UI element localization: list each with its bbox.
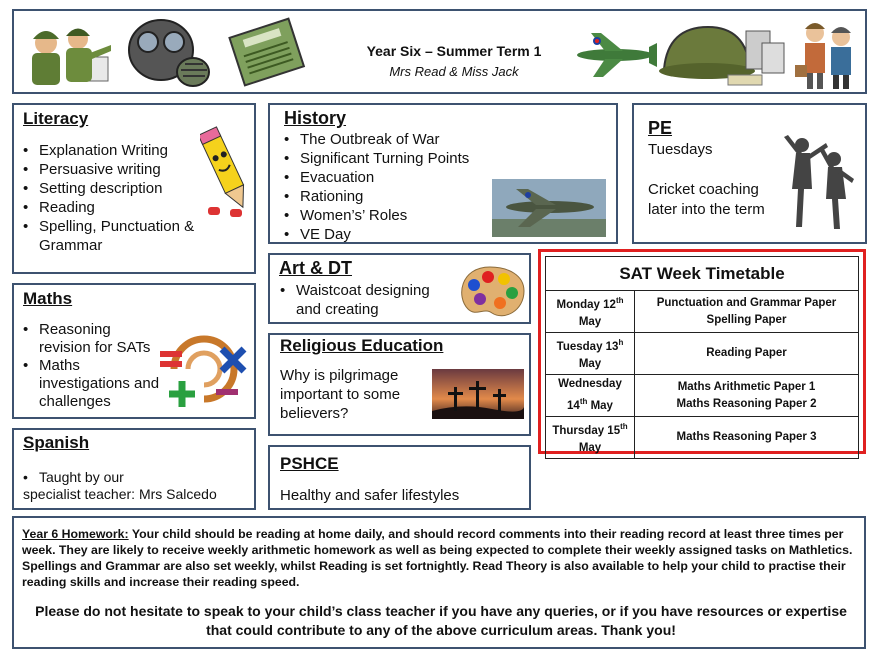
table-cell-day: Wednesday 14th May bbox=[546, 375, 635, 417]
list-item: • Persuasive writing bbox=[23, 160, 213, 179]
pe-day: Tuesdays bbox=[648, 141, 713, 158]
spitfire-plane-icon bbox=[571, 29, 659, 81]
list-item: • Setting description bbox=[23, 179, 213, 198]
soldiers-icon bbox=[16, 15, 116, 90]
list-item: • Women’s’ Roles bbox=[284, 206, 504, 225]
pe-title: PE bbox=[648, 118, 673, 138]
table-row bbox=[546, 375, 859, 417]
sat-timetable bbox=[545, 256, 859, 459]
page-title: Year Six – Summer Term 1 bbox=[366, 43, 542, 59]
fighter-plane-photo bbox=[492, 179, 606, 237]
table-cell-papers: Maths Arithmetic Paper 1 Maths Reasoning Paper 2 bbox=[635, 375, 859, 417]
literacy-panel bbox=[12, 103, 256, 274]
pencil-character-icon bbox=[200, 121, 252, 221]
table-row bbox=[546, 291, 859, 333]
page-subtitle: Mrs Read & Miss Jack bbox=[389, 64, 519, 79]
closing-message: Please do not hesitate to speak to your child’s class teacher if you have any queries, or if you have resources or expertise that could contribute to any of the above curriculum areas. Thank you! bbox=[35, 603, 847, 638]
gas-mask-icon bbox=[121, 14, 215, 92]
list-item: • The Outbreak of War bbox=[284, 130, 504, 149]
table-cell-day: Monday 12th May bbox=[546, 291, 635, 333]
list-item: • VE Day bbox=[284, 225, 504, 244]
table-cell-papers: Reading Paper bbox=[635, 333, 859, 375]
spanish-panel bbox=[12, 428, 256, 510]
homework-text: Year 6 Homework: Your child should be reading at home daily, and should record comments into their reading record at least three times per week. They are likely to receive weekly arithmetic homework as well as being expected to complete their weekly assigned tasks on Mathletics. Spellings and Grammar are also set weekly, whilst Reading is set fortnightly. Read Theory is also available to help your child to practise their reading skills and increase their reading speed. bbox=[22, 527, 853, 589]
maths-title: Maths bbox=[23, 289, 73, 308]
pshce-panel bbox=[268, 445, 531, 510]
table-cell-papers: Maths Reasoning Paper 3 bbox=[635, 417, 859, 459]
ration-book-icon bbox=[222, 15, 312, 91]
list-item: • Reasoning revision for SATs bbox=[23, 321, 163, 357]
children-silhouette-icon bbox=[780, 129, 860, 233]
pe-note: Cricket coaching later into the term bbox=[648, 181, 765, 218]
list-item: • Reading bbox=[23, 198, 213, 217]
list-item: • Evacuation bbox=[284, 168, 504, 187]
art-dt-title: Art & DT bbox=[279, 258, 352, 278]
re-title: Religious Education bbox=[280, 336, 444, 355]
list-item: • Waistcoat designing and creating bbox=[280, 281, 455, 319]
paint-palette-icon bbox=[454, 263, 526, 319]
list-item: • Significant Turning Points bbox=[284, 149, 504, 168]
maths-symbols-icon bbox=[156, 325, 252, 411]
spanish-line2: specialist teacher: Mrs Salcedo bbox=[23, 486, 217, 502]
list-item: • Spelling, Punctuation & Grammar bbox=[23, 217, 213, 255]
history-title: History bbox=[284, 108, 347, 128]
table-cell-day: Thursday 15th May bbox=[546, 417, 635, 459]
religious-education-panel bbox=[268, 333, 531, 436]
table-cell-day: Tuesday 13$^h$ May bbox=[546, 333, 635, 375]
table-row bbox=[546, 417, 859, 459]
history-panel bbox=[268, 103, 618, 244]
header-banner bbox=[12, 9, 867, 94]
list-item: • Rationing bbox=[284, 187, 504, 206]
evacuees-icon bbox=[793, 15, 863, 93]
table-row bbox=[546, 333, 859, 375]
homework-panel bbox=[12, 516, 866, 649]
crosses-sunset-photo bbox=[432, 369, 524, 419]
maths-panel bbox=[12, 283, 256, 419]
spanish-line1: • Taught by our bbox=[23, 469, 124, 485]
literacy-title: Literacy bbox=[23, 109, 89, 128]
homework-label: Year 6 Homework: bbox=[22, 527, 129, 541]
sat-timetable-title: SAT Week Timetable bbox=[546, 257, 859, 291]
spanish-title: Spanish bbox=[23, 433, 90, 452]
list-item: • Maths investigations and challenges bbox=[23, 357, 163, 411]
pshce-title: PSHCE bbox=[280, 454, 339, 473]
art-dt-panel bbox=[268, 253, 531, 324]
pshce-text: Healthy and safer lifestyles bbox=[280, 487, 460, 504]
re-text: Why is pilgrimage important to some believers? bbox=[280, 367, 401, 422]
army-helmet-icon bbox=[658, 17, 788, 91]
list-item: • Explanation Writing bbox=[23, 141, 213, 160]
sat-timetable-panel bbox=[538, 249, 866, 454]
pe-panel bbox=[632, 103, 867, 244]
table-cell-papers: Punctuation and Grammar Paper Spelling Paper bbox=[635, 291, 859, 333]
